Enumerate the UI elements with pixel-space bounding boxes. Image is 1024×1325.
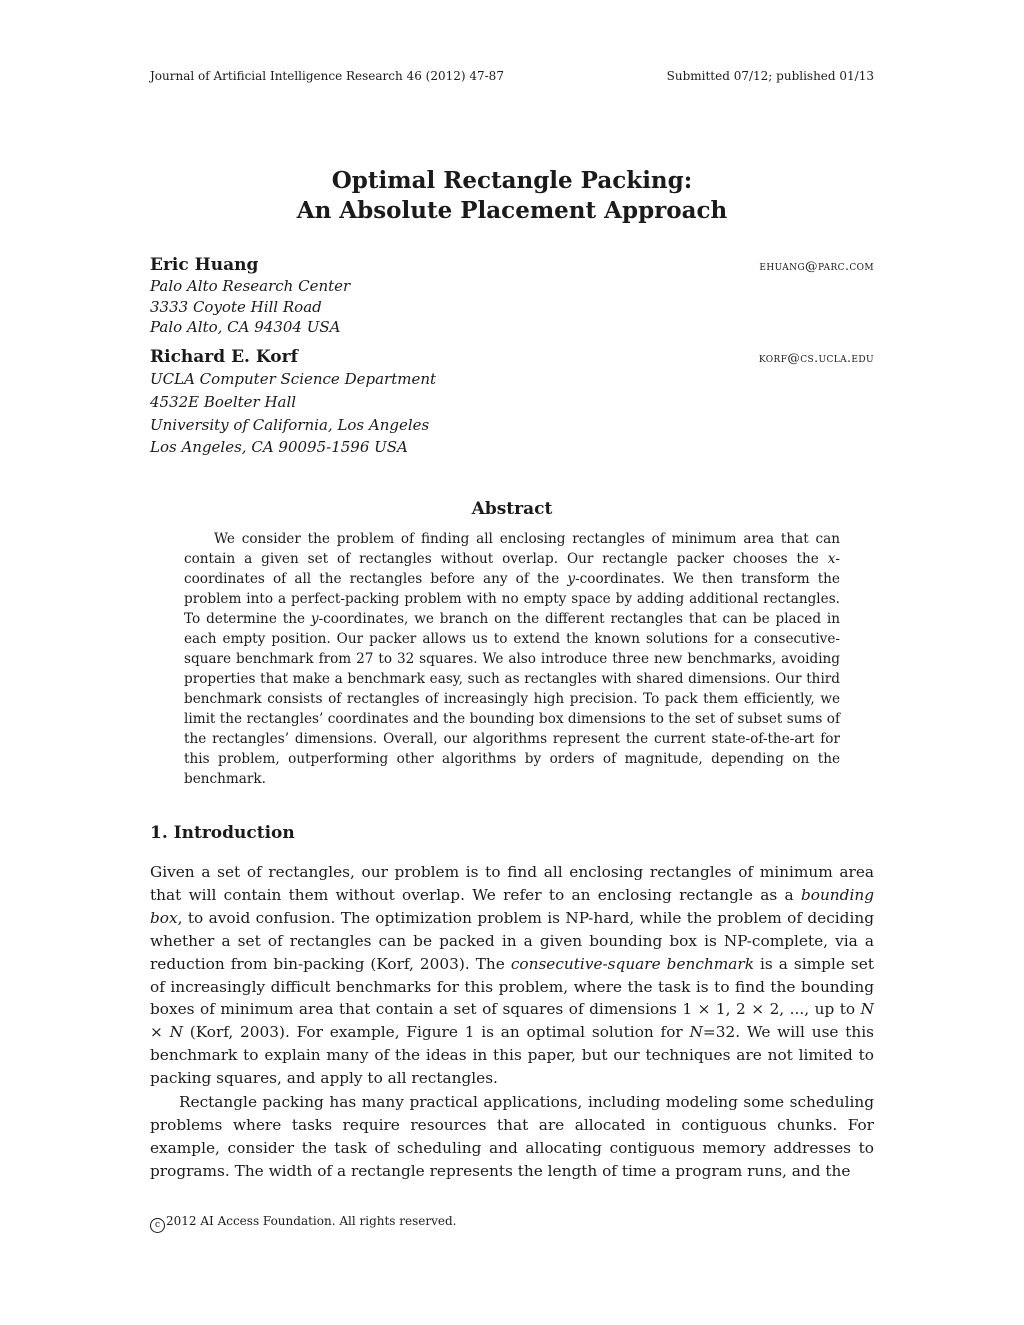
- submission-dates: Submitted 07/12; published 01/13: [666, 69, 874, 83]
- author-block-huang: [150, 254, 874, 338]
- body-text-run: =32. We will use this benchmark to explain many of the ideas in this paper, but our techniques are not limited to packing squares, and apply to all rectangles.: [150, 1023, 874, 1088]
- abstract-text-run: -coordinates, we branch on the different rectangles that can be placed in each empty position. Our packer allows us to extend the known solutions for a consecutive-square benchmark from 27 to 32 squares. We also introduce three new benchmarks, avoiding properties that make a benchmark easy, such as rectangles with shared dimensions. Our third benchmark consists of rectangles of increasingly high precision. To pack them efficiently, we limit the rectangles’ coordinates and the bounding box dimensions to the set of subset sums of the rectangles’ dimensions. Overall, our algorithms represent the current state-of-the-art for this problem, outperforming other algorithms by orders of magnitude, depending on the benchmark.: [184, 611, 841, 787]
- abstract-text-run: -coordinates of all the rectangles before any of the: [184, 551, 840, 587]
- affiliation-line: Los Angeles, CA 90095-1596 USA: [150, 438, 408, 457]
- author-block-korf: [150, 346, 874, 459]
- abstract-heading: Abstract: [471, 499, 553, 519]
- copyright-text: 2012 AI Access Foundation. All rights reserved.: [166, 1214, 457, 1228]
- affiliation-line: University of California, Los Angeles: [150, 415, 430, 434]
- abstract-text: [184, 529, 840, 789]
- author-email: korf@cs.ucla.edu: [758, 350, 874, 365]
- section-heading-introduction: 1. Introduction: [150, 823, 295, 843]
- abstract-math-x: x: [827, 551, 836, 567]
- paper-title: [150, 166, 874, 226]
- term-consecutive-square-benchmark: consecutive-square benchmark: [510, 954, 755, 973]
- title-line-1: Optimal Rectangle Packing:: [331, 167, 693, 194]
- body-text-run: , to avoid confusion. The optimization problem is NP-hard, while the problem of deciding whether a set of rectangles can be packed in a given bounding box is NP-complete, via a reduction from bin-packing (Korf, 2003). The: [150, 908, 874, 973]
- affiliation-line: Palo Alto, CA 94304 USA: [150, 318, 341, 336]
- term-bounding-box: bounding box: [150, 885, 874, 927]
- intro-paragraph-2: Rectangle packing has many practical applications, including modeling some scheduling problems where tasks require resources that are allocated in contiguous chunks. For example, consider the task of scheduling and allocating contiguous memory addresses to programs. The width of a rectangle represents the length of time a program runs, and the: [150, 1093, 874, 1180]
- title-line-2: An Absolute Placement Approach: [296, 197, 728, 224]
- body-text-run: (Korf, 2003). For example, Figure 1 is an optimal solution for: [183, 1023, 690, 1042]
- author-name: Richard E. Korf: [150, 347, 298, 367]
- abstract-math-y: y: [310, 611, 319, 627]
- body-text-run: Given a set of rectangles, our problem is to find all enclosing rectangles of minimum area that will contain them without overlap. We refer to an enclosing rectangle as a: [150, 863, 874, 904]
- intro-paragraph-1: [150, 861, 874, 1090]
- journal-citation: Journal of Artificial Intelligence Research 46 (2012) 47-87: [150, 69, 504, 83]
- body-text-run: is a simple set of increasingly difficult benchmarks for this problem, where the task is to find the bounding boxes of minimum area that contain a set of squares of dimensions 1 × 1, 2 × 2, ..., up to: [150, 954, 874, 1019]
- copyright-notice: [150, 1213, 874, 1233]
- author-email: ehuang@parc.com: [759, 258, 874, 273]
- author-name: Eric Huang: [150, 255, 259, 275]
- abstract-text-run: -coordinates. We then transform the problem into a perfect-packing problem with no empty space by adding additional rectangles. To determine the: [184, 571, 840, 627]
- affiliation-line: UCLA Computer Science Department: [150, 370, 437, 388]
- math-n: N: [860, 1000, 874, 1019]
- copyright-icon: c: [150, 1218, 165, 1233]
- affiliation-line: 3333 Coyote Hill Road: [150, 297, 322, 316]
- math-n: N: [689, 1023, 703, 1042]
- affiliation-line: Palo Alto Research Center: [150, 277, 351, 295]
- body-text-run: ×: [150, 1023, 170, 1042]
- affiliation-line: 4532E Boelter Hall: [150, 392, 297, 411]
- running-header: [150, 68, 874, 84]
- abstract-math-y: y: [567, 571, 576, 587]
- abstract-text-run: We consider the problem of finding all enclosing rectangles of minimum area that can contain a given set of rectangles without overlap. Our rectangle packer chooses the: [184, 531, 840, 567]
- math-n: N: [169, 1023, 183, 1042]
